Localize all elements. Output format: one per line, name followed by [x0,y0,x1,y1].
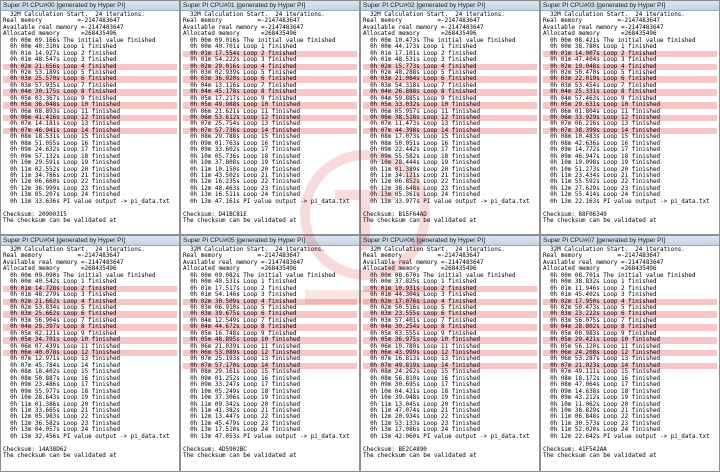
loop-line: 0h 12m 20.934s Loop 22 finished [363,414,481,421]
loop-line: 0h 08m 29.788s Loop 15 finished [183,134,301,141]
loop-line: 0h 11m 43.502s Loop 21 finished [183,172,301,179]
loop-line: 0h 02m 15.773s Loop 4 finished [363,64,537,70]
loop-line: 0h 07m 16.813s Loop 13 finished [363,356,481,363]
loop-line: 0h 12m 06.660s Loop 22 finished [3,179,121,186]
header-line: 32M Calculation Start. 24 iterations. [543,247,685,253]
loop-line: 0h 02m 48.288s Loop 5 finished [363,69,477,76]
window-title[interactable]: Super PI CPU#03 [generated by Hyper PI] [541,1,719,11]
loop-line: 0h 12m 13.447s Loop 22 finished [183,414,301,421]
loop-line: 0h 08m 56.810s Loop 16 finished [363,375,481,382]
loop-line: 0h 07m 12.971s Loop 13 finished [3,356,121,363]
loop-line: 0h 03m 36.920s Loop 6 finished [183,76,357,82]
superpi-window-cpu-7[interactable] [540,235,720,472]
loop-line: 0h 07m 38.399s Loop 14 finished [543,128,717,134]
loop-line: 0h 11m 41.382s Loop 21 finished [183,407,301,414]
loop-line: 0h 03m 56.075s Loop 7 finished [543,317,657,324]
loop-line: 0h 03m 22.019s Loop 6 finished [543,76,717,82]
loop-line: 0h 05m 56.120s Loop 11 finished [543,343,661,350]
loop-line: 0h 10m 19.098s Loop 19 finished [543,160,661,167]
loop-line: 0h 08m 24.262s Loop 15 finished [363,369,481,376]
console-output [3,247,177,471]
loop-line: 0h 04m 13.116s Loop 7 finished [183,82,297,89]
pi-output-line: 0h 13m 42.060s PI value output -> pi_data.txt [363,433,530,440]
loop-line: 0h 03m 25.662s Loop 6 finished [3,311,177,317]
loop-line: 0h 05m 33.032s Loop 10 finished [363,102,537,108]
validation-note: The checksum can be validated at [543,453,657,459]
loop-line: 0h 08m 17.073s Loop 15 finished [363,134,481,141]
loop-line: 0h 09m 43.212s Loop 19 finished [543,395,661,402]
loop-line: 0h 01m 14.007s Loop 2 finished [543,51,717,57]
header-line: Real memory =-2147483647 [3,253,121,260]
loop-line: 0h 10m 29.591s Loop 19 finished [3,160,121,167]
loop-line: 0h 03m 53.454s Loop 7 finished [543,82,657,89]
superpi-window-cpu-1[interactable] [180,0,360,235]
validation-note: The checksum can be validated at [3,453,117,459]
loop-line: 0h 12m 36.999s Loop 23 finished [3,185,121,192]
loop-line: 0h 01m 54.146s Loop 3 finished [183,292,297,299]
loop-line: 0h 07m 46.941s Loop 14 finished [3,128,177,134]
loop-line: 0h 09m 14.638s Loop 18 finished [543,388,661,395]
header-line: Allocated memory =268435496 [3,266,117,273]
loop-line: 0h 04m 30.254s Loop 8 finished [363,324,537,330]
pi-output-line: 0h 13m 47.161s PI value output -> pi_data.txt [183,198,350,205]
loop-line: 0h 04m 28.802s Loop 8 finished [543,324,717,330]
loop-line: 0h 06m 33.929s Loop 12 finished [543,115,717,121]
header-line: Available real memory =-2147483647 [543,259,664,266]
checksum-line: Checksum: 88F06349 [543,211,607,218]
loop-line: 0h 09m 22.442s Loop 17 finished [363,147,481,154]
header-line: Allocated memory =268435496 [543,266,657,273]
superpi-window-cpu-3[interactable] [540,0,720,235]
loop-line: 0h 09m 01.252s Loop 16 finished [183,375,301,382]
loop-line: 0h 07m 44.398s Loop 14 finished [363,128,537,134]
loop-line: 0h 10m 28.444s Loop 19 finished [363,160,481,167]
checksum-line: Checksum: 14A38D62 [3,446,67,453]
header-line: Allocated memory =268435496 [3,31,117,38]
validation-note: The checksum can be validated at [183,453,297,459]
loop-line: 0h 13m 16.511s Loop 24 finished [183,192,301,199]
loop-line: 0h 01m 17.554s Loop 2 finished [183,51,357,57]
pi-output-line: 0h 13m 47.053s PI value output -> pi_data.txt [183,433,350,440]
loop-line: 0h 13m 17.510s Loop 24 finished [183,427,301,434]
loop-line: 0h 09m 55.582s Loop 18 finished [363,153,481,160]
loop-line: 0h 11m 23.434s Loop 21 finished [543,172,661,179]
loop-line: 0h 08m 51.055s Loop 16 finished [3,140,121,147]
loop-line: 0h 13m 17.086s Loop 24 finished [363,427,481,434]
loop-line: 0h 08m 18.402s Loop 15 finished [3,369,121,376]
pi-output-line: 0h 13m 32.456s PI value output -> pi_data.txt [3,433,170,440]
loop-line: 0h 03m 54.318s Loop 7 finished [363,82,477,89]
loop-line: 0h 06m 40.078s Loop 12 finished [3,350,177,356]
header-line: 32M Calculation Start. 24 iterations. [543,12,685,18]
header-line: 32M Calculation Start. 24 iterations. [3,247,145,253]
loop-line: 0h 08m 42.636s Loop 16 finished [543,140,661,147]
loop-line: 0h 13m 05.361s Loop 24 finished [363,192,481,199]
window-title[interactable]: Super PI CPU#00 [generated by Hyper PI] [1,1,179,11]
loop-line: 0h 08m 50.051s Loop 16 finished [363,140,481,147]
loop-line: 0h 05m 00.983s Loop 9 finished [543,330,657,337]
loop-line: 0h 00m 40.542s Loop 1 finished [3,279,117,286]
loop-line: 0h 11m 01.389s Loop 20 finished [363,166,481,173]
loop-line: 0h 06m 24.208s Loop 12 finished [543,350,717,356]
header-line: Available real memory =-2147483647 [183,259,304,266]
loop-line: 0h 03m 23.555s Loop 6 finished [363,311,537,317]
loop-line: 0h 05m 02.121s Loop 9 finished [3,330,117,337]
loop-line: 0h 04m 12.549s Loop 7 finished [183,317,297,324]
header-line: Real memory =-2147483647 [363,18,481,25]
window-title[interactable]: Super PI CPU#02 [generated by Hyper PI] [361,1,539,11]
header-line: Allocated memory =268435496 [363,266,477,273]
loop-line: 0h 08m 18.172s Loop 16 finished [543,375,661,382]
loop-line: 0h 06m 53.089s Loop 12 finished [183,350,357,356]
loop-line: 0h 04m 44.672s Loop 8 finished [183,324,357,330]
header-line: 32M Calculation Start. 24 iterations. [3,12,145,18]
loop-line: 0h 12m 06.852s Loop 22 finished [363,179,481,186]
window-title[interactable]: Super PI CPU#05 [generated by Hyper PI] [181,236,359,246]
loop-line: 0h 05m 48.895s Loop 10 finished [183,337,357,343]
loop-line: 0h 10m 37.808s Loop 19 finished [183,160,301,167]
initial-value-line: 0h 00m 08.701s The initial value finished [543,272,696,279]
header-line: Available real memory =-2147483647 [363,24,484,31]
header-line: 32M Calculation Start. 24 iterations. [363,12,505,18]
console-output [183,247,357,471]
loop-line: 0h 10m 28.643s Loop 19 finished [3,395,121,402]
loop-line: 0h 03m 56.904s Loop 7 finished [3,317,117,324]
loop-line: 0h 01m 54.222s Loop 3 finished [183,57,297,64]
loop-line: 0h 07m 14.181s Loop 13 finished [3,121,121,128]
loop-line: 0h 05m 49.988s Loop 10 finished [183,102,357,108]
console-output [363,247,537,471]
loop-line: 0h 09m 23.486s Loop 17 finished [3,382,121,389]
loop-line: 0h 01m 48.279s Loop 3 finished [3,292,117,299]
loop-line: 0h 07m 25.193s Loop 13 finished [183,356,301,363]
header-line: Allocated memory =268435496 [363,31,477,38]
loop-line: 0h 07m 57.736s Loop 14 finished [183,128,357,134]
loop-line: 0h 12m 38.648s Loop 23 finished [363,185,481,192]
loop-line: 0h 08m 10.483s Loop 15 finished [543,134,661,141]
checksum-line: Checksum: BE2C4890 [363,446,427,453]
checksum-line: Checksum: 41F542AA [543,446,607,453]
loop-line: 0h 12m 53.133s Loop 23 finished [363,420,481,427]
loop-line: 0h 01m 11.946s Loop 2 finished [543,285,657,292]
loop-line: 0h 12m 45.479s Loop 23 finished [183,420,301,427]
loop-line: 0h 07m 06.216s Loop 13 finished [543,121,661,128]
header-line: 32M Calculation Start. 24 iterations. [363,247,505,253]
loop-line: 0h 08m 18.531s Loop 15 finished [3,134,121,141]
loop-line: 0h 07m 21.023s Loop 14 finished [543,363,717,369]
loop-line: 0h 10m 05.736s Loop 18 finished [183,153,301,160]
loop-line: 0h 06m 38.518s Loop 12 finished [363,115,537,121]
console-output [543,247,717,471]
loop-line: 0h 11m 09.342s Loop 20 finished [183,401,301,408]
header-line: Allocated memory =268435496 [183,266,297,273]
loop-line: 0h 01m 47.404s Loop 3 finished [543,57,657,64]
loop-line: 0h 08m 50.887s Loop 16 finished [3,375,121,382]
header-line: Real memory =-2147483647 [543,253,661,260]
header-line: Allocated memory =268435496 [543,31,657,38]
loop-line: 0h 03m 57.401s Loop 7 finished [363,317,477,324]
loop-line: 0h 00m 38.780s Loop 1 finished [543,44,657,51]
loop-line: 0h 12m 48.463s Loop 23 finished [183,185,301,192]
loop-line: 0h 06m 41.416s Loop 12 finished [3,115,177,121]
header-line: Real memory =-2147483647 [183,18,301,25]
loop-line: 0h 11m 34.121s Loop 21 finished [363,172,481,179]
loop-line: 0h 03m 57.935s Loop 7 finished [3,82,117,89]
pi-output-line: 0h 13m 33.636s PI value output -> pi_data.txt [3,198,170,205]
loop-line: 0h 12m 27.629s Loop 23 finished [543,185,661,192]
loop-line: 0h 03m 21.084s Loop 6 finished [363,76,537,82]
loop-line: 0h 11m 47.074s Loop 21 finished [363,407,481,414]
loop-line: 0h 10m 05.249s Loop 18 finished [183,388,301,395]
loop-line: 0h 08m 29.161s Loop 15 finished [183,369,301,376]
header-line: 32M Calculation Start. 24 iterations. [183,247,325,253]
loop-line: 0h 02m 29.016s Loop 4 finished [183,64,357,70]
loop-line: 0h 11m 52.020s Loop 24 finished [543,427,661,434]
loop-line: 0h 01m 14.728s Loop 2 finished [3,286,177,292]
loop-line: 0h 01m 10.931s Loop 2 finished [363,286,537,292]
loop-line: 0h 05m 03.555s Loop 9 finished [363,330,477,337]
initial-value-line: 0h 00m 09.016s The initial value finished [183,37,336,44]
loop-line: 0h 09m 24.632s Loop 17 finished [3,147,121,154]
initial-value-line: 0h 00m 09.082s The initial value finished [183,272,336,279]
loop-line: 0h 02m 53.189s Loop 5 finished [3,69,117,76]
window-title[interactable]: Super PI CPU#07 [generated by Hyper PI] [541,236,719,246]
superpi-window-cpu-5[interactable] [180,235,360,472]
loop-line: 0h 13m 04.057s Loop 24 finished [3,427,121,434]
loop-line: 0h 03m 39.675s Loop 6 finished [183,311,357,317]
loop-line: 0h 04m 59.885s Loop 9 finished [363,95,477,102]
loop-line: 0h 05m 16.748s Loop 9 finished [183,330,297,337]
loop-line: 0h 01m 48.547s Loop 3 finished [3,57,117,64]
pi-output-line: 0h 13m 33.977s PI value output -> pi_data.txt [363,198,530,205]
loop-line: 0h 03m 25.570s Loop 6 finished [3,76,177,82]
checksum-line: Checksum: B15F64AD [363,211,427,218]
loop-line: 0h 03m 23.222s Loop 6 finished [543,311,717,317]
loop-line: 0h 04m 26.888s Loop 8 finished [363,89,537,95]
loop-line: 0h 06m 05.957s Loop 11 finished [363,108,481,115]
initial-value-line: 0h 00m 09.090s The initial value finished [3,272,156,279]
validation-note: The checksum can be validated at [183,218,297,224]
loop-line: 0h 01m 14.927s Loop 2 finished [3,50,117,57]
header-line: Available real memory =-2147483647 [543,24,664,31]
loop-line: 0h 12m 36.582s Loop 23 finished [3,420,121,427]
header-line: Available real memory =-2147483647 [3,259,124,266]
header-line: Available real memory =-2147483647 [183,24,304,31]
validation-note: The checksum can be validated at [543,218,657,224]
loop-line: 0h 11m 34.786s Loop 21 finished [3,172,121,179]
loop-line: 0h 04m 30.175s Loop 8 finished [3,89,177,95]
initial-value-line: 0h 00m 08.670s The initial value finished [363,272,516,279]
loop-line: 0h 11m 10.150s Loop 20 finished [183,166,301,173]
loop-line: 0h 13m 05.207s Loop 24 finished [3,192,121,199]
initial-value-line: 0h 00m 10.473s The initial value finished [363,37,516,44]
superpi-window-cpu-0[interactable] [0,0,180,235]
initial-value-line: 0h 00m 09.166s The initial value finished [3,37,156,44]
loop-line: 0h 05m 36.975s Loop 10 finished [363,337,537,343]
loop-line: 0h 04m 57.463s Loop 9 finished [543,95,657,102]
loop-line: 0h 03m 02.939s Loop 5 finished [183,69,297,76]
loop-line: 0h 10m 38.829s Loop 21 finished [543,407,661,414]
loop-line: 0h 09m 01.763s Loop 16 finished [183,140,301,147]
loop-line: 0h 11m 30.573s Loop 23 finished [543,420,661,427]
header-line: Real memory =-2147483647 [183,253,301,260]
loop-line: 0h 01m 44.304s Loop 3 finished [363,292,477,299]
console-output [543,12,717,234]
loop-line: 0h 00m 38.832s Loop 1 finished [543,279,657,286]
loop-line: 0h 01m 17.101s Loop 2 finished [363,50,477,57]
checksum-line: Checksum: 4D5902BC [183,446,247,453]
loop-line: 0h 04m 45.178s Loop 8 finished [183,89,357,95]
loop-line: 0h 12m 05.983s Loop 22 finished [3,414,121,421]
header-line: 32M Calculation Start. 24 iterations. [183,12,325,18]
superpi-window-cpu-2[interactable] [360,0,540,235]
loop-line: 0h 12m 55.414s Loop 24 finished [543,192,661,199]
console-output [363,12,537,234]
loop-line: 0h 07m 57.170s Loop 14 finished [183,363,357,369]
loop-line: 0h 06m 01.804s Loop 11 finished [543,108,661,115]
superpi-window-cpu-4[interactable] [0,235,180,472]
header-line: Available real memory =-2147483647 [363,259,484,266]
validation-note: The checksum can be validated at [3,218,117,224]
loop-line: 0h 00m 37.825s Loop 1 finished [363,279,477,286]
loop-line: 0h 00m 40.531s Loop 1 finished [183,279,297,286]
header-line: Allocated memory =268435496 [183,31,297,38]
checksum-line: Checksum: 20900315 [3,211,67,218]
loop-line: 0h 06m 21.039s Loop 11 finished [183,343,301,350]
loop-line: 0h 00m 40.310s Loop 1 finished [3,44,117,51]
loop-line: 0h 10m 39.948s Loop 19 finished [363,395,481,402]
loop-line: 0h 11m 01.386s Loop 20 finished [3,401,121,408]
loop-line: 0h 01m 17.517s Loop 2 finished [183,285,297,292]
loop-line: 0h 06m 10.780s Loop 11 finished [363,343,481,350]
loop-line: 0h 02m 17.950s Loop 4 finished [543,299,717,305]
loop-line: 0h 07m 25.754s Loop 13 finished [183,121,301,128]
loop-line: 0h 09m 55.977s Loop 18 finished [3,388,121,395]
loop-line: 0h 08m 47.064s Loop 17 finished [543,382,661,389]
loop-line: 0h 05m 03.367s Loop 9 finished [3,95,117,102]
loop-line: 0h 00m 40.701s Loop 1 finished [183,44,297,51]
initial-value-line: 0h 00m 08.421s The initial value finished [543,37,696,44]
validation-note: The checksum can be validated at [363,453,477,459]
loop-line: 0h 10m 11.062s Loop 20 finished [543,401,661,408]
header-line: Real memory =-2147483647 [3,18,121,25]
header-line: Real memory =-2147483647 [543,18,661,25]
header-line: Available real memory =-2147483647 [3,24,124,31]
loop-line: 0h 02m 19.048s Loop 4 finished [543,64,717,70]
loop-line: 0h 01m 48.531s Loop 3 finished [363,57,477,64]
loop-line: 0h 10m 04.421s Loop 18 finished [363,388,481,395]
loop-line: 0h 07m 45.784s Loop 14 finished [3,362,121,369]
console-output [183,12,357,234]
loop-line: 0h 07m 49.819s Loop 14 finished [363,363,537,369]
loop-line: 0h 10m 37.306s Loop 19 finished [183,395,301,402]
loop-line: 0h 04m 29.397s Loop 8 finished [3,324,177,330]
loop-line: 0h 11m 55.592s Loop 22 finished [543,179,661,186]
loop-line: 0h 03m 06.910s Loop 5 finished [183,304,297,311]
loop-line: 0h 09m 57.132s Loop 18 finished [3,153,121,160]
pi-output-line: 0h 13m 22.163s PI value output -> pi_data.txt [543,198,710,205]
loop-line: 0h 02m 53.834s Loop 5 finished [3,304,117,311]
loop-line: 0h 02m 21.662s Loop 4 finished [3,299,177,305]
loop-line: 0h 05m 17.217s Loop 9 finished [183,95,297,102]
window-title[interactable]: Super PI CPU#01 [generated by Hyper PI] [181,1,359,11]
loop-line: 0h 11m 06.848s Loop 22 finished [543,414,661,421]
loop-line: 0h 06m 53.287s Loop 13 finished [543,356,661,363]
pi-output-line: 0h 12m 22.642s PI value output -> pi_data.txt [543,433,710,440]
loop-line: 0h 07m 49.111s Loop 15 finished [543,369,661,376]
loop-line: 0h 02m 50.473s Loop 5 finished [543,304,657,311]
loop-line: 0h 06m 53.612s Loop 12 finished [183,115,357,121]
loop-line: 0h 05m 36.048s Loop 10 finished [3,102,177,108]
loop-line: 0h 09m 14.772s Loop 17 finished [543,147,661,154]
loop-line: 0h 05m 29.631s Loop 10 finished [543,102,717,108]
loop-line: 0h 02m 50.516s Loop 5 finished [363,304,477,311]
loop-line: 0h 11m 02.552s Loop 20 finished [3,166,121,173]
loop-line: 0h 04m 25.331s Loop 8 finished [543,89,717,95]
loop-line: 0h 12m 16.235s Loop 22 finished [183,179,301,186]
loop-line: 0h 06m 43.999s Loop 12 finished [363,350,537,356]
loop-line: 0h 06m 08.893s Loop 11 finished [3,108,121,115]
header-line: Real memory =-2147483647 [363,253,481,260]
loop-line: 0h 02m 21.656s Loop 4 finished [3,64,177,70]
loop-line: 0h 06m 07.439s Loop 11 finished [3,343,121,350]
loop-line: 0h 06m 21.621s Loop 11 finished [183,108,301,115]
loop-line: 0h 09m 46.947s Loop 18 finished [543,153,661,160]
superpi-window-cpu-6[interactable] [360,235,540,472]
loop-line: 0h 10m 51.273s Loop 20 finished [543,166,661,173]
loop-line: 0h 00m 44.173s Loop 1 finished [363,44,477,51]
loop-line: 0h 02m 30.509s Loop 4 finished [183,299,357,305]
validation-note: The checksum can be validated at [363,218,477,224]
loop-line: 0h 11m 13.045s Loop 20 finished [363,401,481,408]
loop-line: 0h 02m 17.076s Loop 4 finished [363,299,537,305]
loop-line: 0h 09m 33.602s Loop 17 finished [183,147,301,154]
console-output [3,12,177,234]
loop-line: 0h 07m 11.473s Loop 13 finished [363,121,481,128]
window-title[interactable]: Super PI CPU#06 [generated by Hyper PI] [361,236,539,246]
loop-line: 0h 05m 34.701s Loop 10 finished [3,337,177,343]
loop-line: 0h 11m 33.665s Loop 21 finished [3,407,121,414]
checksum-line: Checksum: D41BC81E [183,211,247,218]
loop-line: 0h 02m 50.470s Loop 5 finished [543,69,657,76]
loop-line: 0h 05m 29.421s Loop 10 finished [543,337,717,343]
loop-line: 0h 09m 30.695s Loop 17 finished [363,382,481,389]
window-title[interactable]: Super PI CPU#04 [generated by Hyper PI] [1,236,179,246]
loop-line: 0h 09m 33.247s Loop 17 finished [183,382,301,389]
loop-line: 0h 01m 45.402s Loop 3 finished [543,292,657,299]
